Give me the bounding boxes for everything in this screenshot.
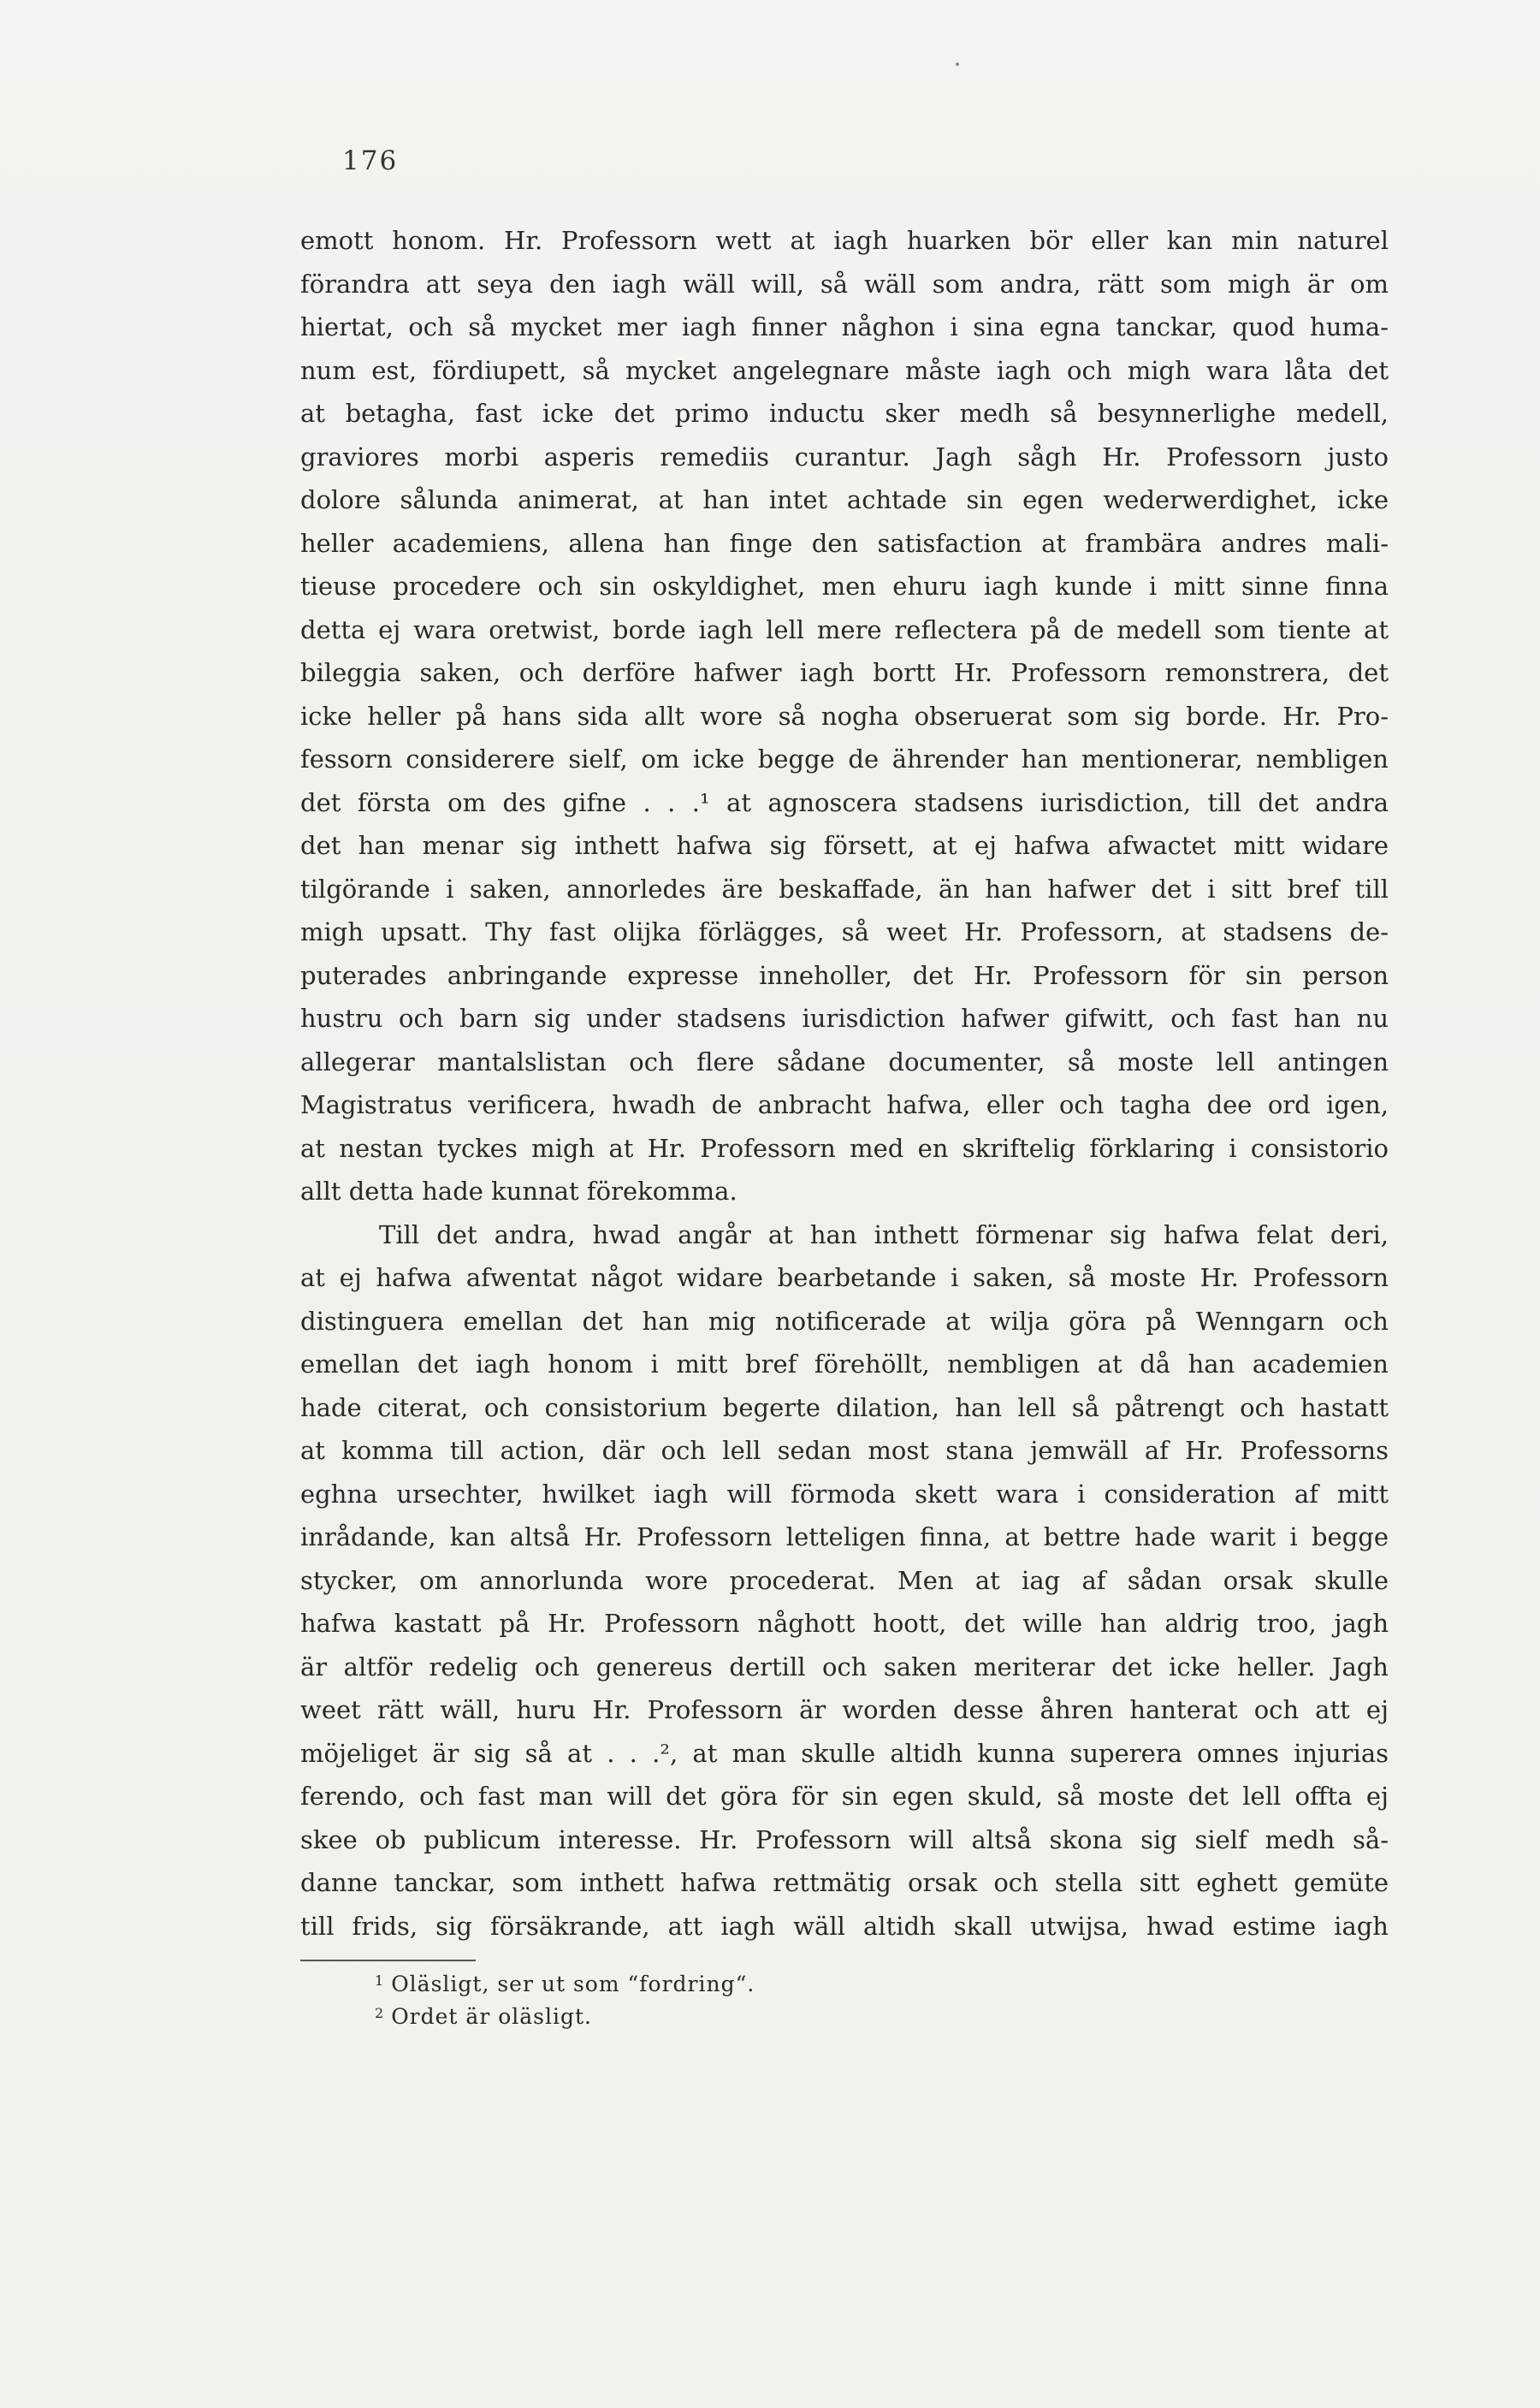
text-line: allt detta hade kunnat förekomma. xyxy=(300,1177,737,1206)
text-line: dolore sålunda animerat, at han intet achtade sin egen wederwerdighet, icke xyxy=(300,485,1389,514)
text-line: fessorn considerere sielf, om icke begge de ährender han mentionerar, nembligen xyxy=(300,744,1389,774)
text-line: at nestan tyckes migh at Hr. Professorn med en skriftelig förklaring i consistorio xyxy=(300,1133,1389,1163)
text-line: förandra att seya den iagh wäll will, så wäll som andra, rätt som migh är om xyxy=(300,269,1389,299)
text-line: skee ob publicum interesse. Hr. Professorn will altså skona sig sielf medh så- xyxy=(300,1824,1389,1854)
text-line: weet rätt wäll, huru Hr. Professorn är worden desse åhren hanterat och att ej xyxy=(300,1695,1389,1724)
text-line: emott honom. Hr. Professorn wett at iagh huarken bör eller kan min naturel xyxy=(300,226,1389,255)
text-line: distinguera emellan det han mig notificerade at wilja göra på Wenngarn och xyxy=(300,1306,1389,1336)
text-line: graviores morbi asperis remediis curantur. Jagh sågh Hr. Professorn justo xyxy=(300,442,1389,472)
text-line: tilgörande i saken, annorledes äre beskaffade, än han hafwer det i sitt bref till xyxy=(300,874,1389,904)
text-line: ferendo, och fast man will det göra för sin egen skuld, så moste det lell offta ej xyxy=(300,1782,1389,1811)
footnote-divider xyxy=(300,1960,476,1961)
body-text xyxy=(300,219,1389,1948)
text-line: är altför redelig och genereus dertill och saken meriterar det icke heller. Jagh xyxy=(300,1652,1389,1681)
text-line: puterades anbringande expresse inneholler, det Hr. Professorn för sin person xyxy=(300,960,1389,990)
text-line: hiertat, och så mycket mer iagh finner någhon i sina egna tanckar, quod huma- xyxy=(300,312,1389,341)
text-line: hustru och barn sig under stadsens iurisdiction hafwer gifwitt, och fast han nu xyxy=(300,1004,1389,1033)
footnote xyxy=(375,1968,1162,2001)
text-line: eghna ursechter, hwilket iagh will förmoda skett wara i consideration af mitt xyxy=(300,1479,1389,1509)
text-line: till frids, sig försäkrande, att iagh wäll altidh skall utwijsa, hwad estime iagh xyxy=(300,1911,1389,1941)
text-line: det första om des gifne . . .¹ at agnoscera stadsens iurisdiction, till det andra xyxy=(300,787,1389,817)
footnote-text: Oläsligt, ser ut som “fordring“. xyxy=(391,1972,755,1996)
footnote-text: Ordet är oläsligt. xyxy=(391,2004,592,2029)
text-line: inrådande, kan altså Hr. Professorn letteligen finna, at bettre hade warit i begge xyxy=(300,1522,1389,1551)
text-line: stycker, om annorlunda wore procederat. Men at iag af sådan orsak skulle xyxy=(300,1565,1389,1595)
text-line: hade citerat, och consistorium begerte dilation, han lell så påtrengt och hastatt xyxy=(300,1392,1389,1422)
text-line: möjeliget är sig så at . . .², at man skulle altidh kunna superera omnes injurias xyxy=(300,1738,1389,1768)
text-line: danne tanckar, som inthett hafwa rettmätig orsak och stella sitt eghett gemüte xyxy=(300,1868,1389,1897)
text-line: det han menar sig inthett hafwa sig försett, at ej hafwa afwactet mitt widare xyxy=(300,831,1389,860)
text-line: detta ej wara oretwist, borde iagh lell mere reflectera på de medell som tiente at xyxy=(300,614,1389,644)
text-line: Till det andra, hwad angår at han inthett förmenar sig hafwa felat deri, xyxy=(379,1219,1389,1249)
footnotes xyxy=(375,1968,1162,2033)
text-line: at komma till action, där och lell sedan most stana jemwäll af Hr. Professorns xyxy=(300,1436,1389,1465)
text-line: bileggia saken, och derföre hafwer iagh bortt Hr. Professorn remonstrera, det xyxy=(300,658,1389,687)
text-line: hafwa kastatt på Hr. Professorn någhott hoott, det wille han aldrig troo, jagh xyxy=(300,1609,1389,1638)
text-line: icke heller på hans sida allt wore så nogha obseruerat som sig borde. Hr. Pro- xyxy=(300,701,1389,731)
footnote-marker: 1 xyxy=(375,1972,385,1989)
text-line: num est, fördiupett, så mycket angelegnare måste iagh och migh wara låta det xyxy=(300,355,1389,385)
ink-speck xyxy=(956,62,959,66)
text-line: tieuse procedere och sin oskyldighet, men ehuru iagh kunde i mitt sinne finna xyxy=(300,572,1389,601)
footnote-marker: 2 xyxy=(375,2005,385,2021)
text-line: at betagha, fast icke det primo inductu sker medh så besynnerlighe medell, xyxy=(300,399,1389,428)
text-line: allegerar mantalslistan och flere sådane documenter, så moste lell antingen xyxy=(300,1047,1389,1076)
text-line: migh upsatt. Thy fast olijka förlägges, så weet Hr. Professorn, at stadsens de- xyxy=(300,917,1389,946)
text-line: at ej hafwa afwentat något widare bearbetande i saken, så moste Hr. Professorn xyxy=(300,1263,1389,1292)
text-line: heller academiens, allena han finge den satisfaction at frambära andres mali- xyxy=(300,528,1389,558)
text-line: Magistratus verificera, hwadh de anbracht hafwa, eller och tagha dee ord igen, xyxy=(300,1090,1389,1119)
footnote xyxy=(375,2001,1162,2033)
page-number: 176 xyxy=(342,145,399,176)
text-line: emellan det iagh honom i mitt bref förehöllt, nembligen at då han academien xyxy=(300,1349,1389,1379)
